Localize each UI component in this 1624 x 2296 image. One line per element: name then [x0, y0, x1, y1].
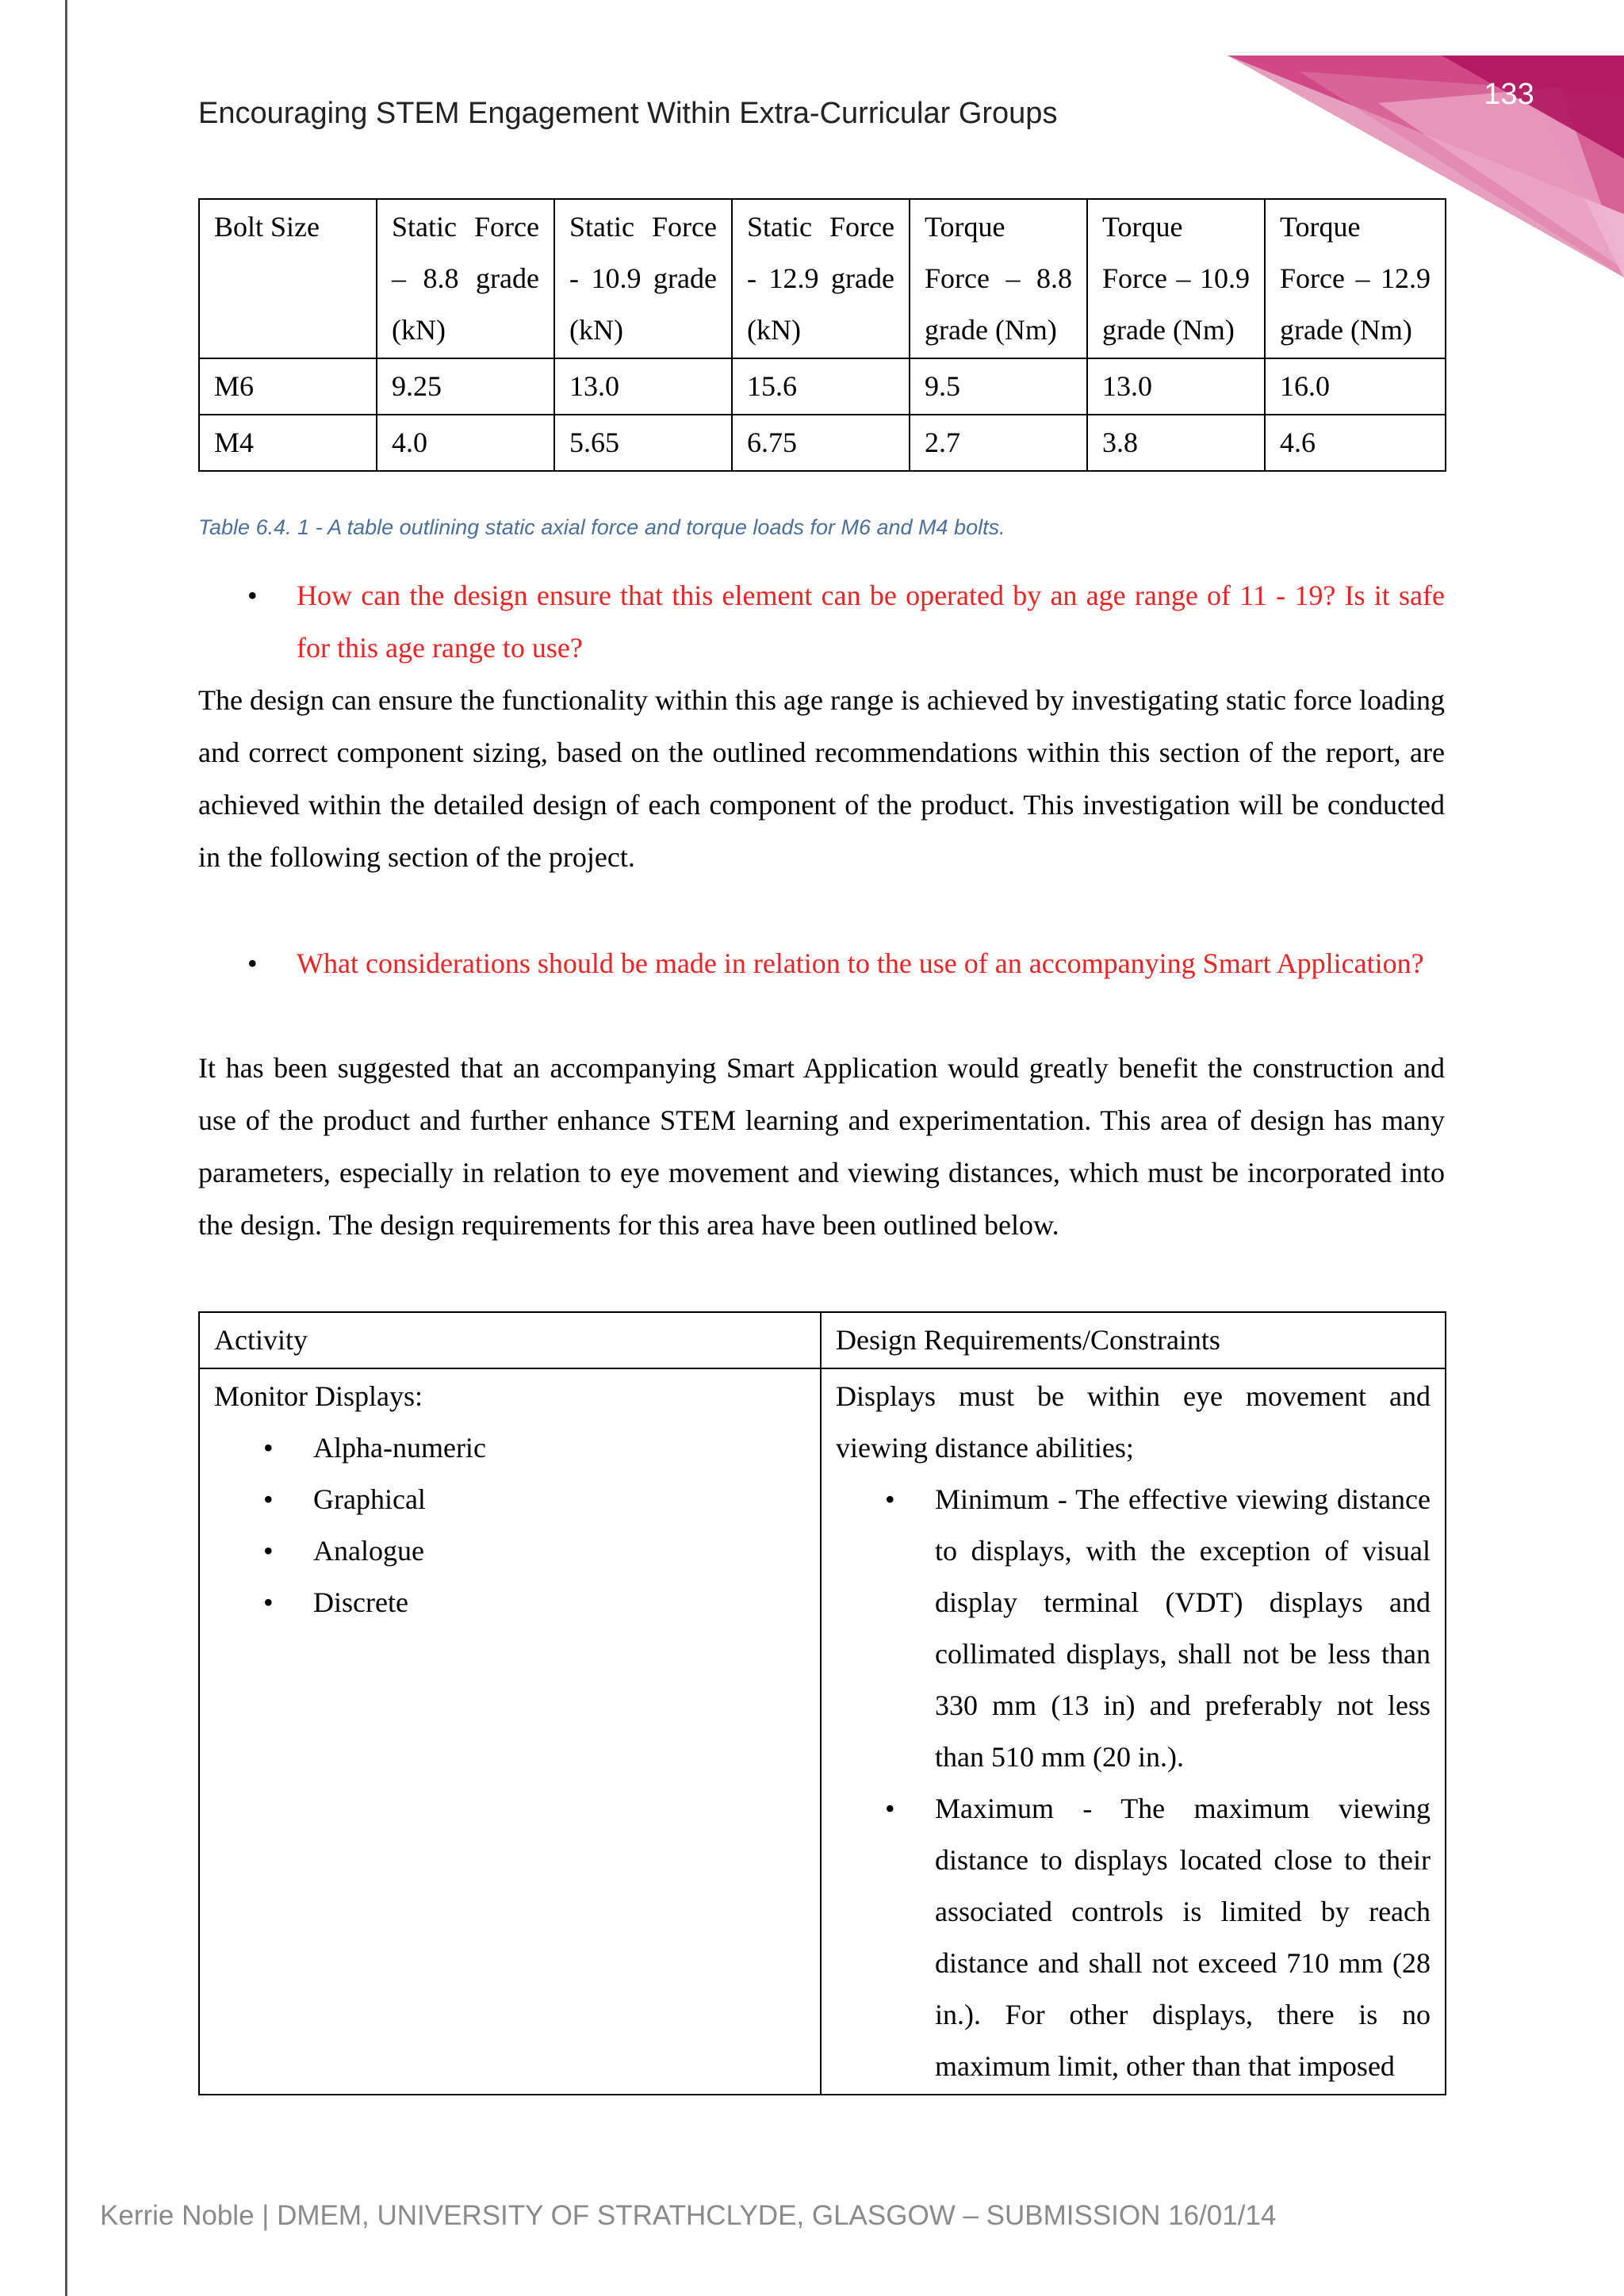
- running-title: Encouraging STEM Engagement Within Extra-Curricular Groups: [198, 97, 1058, 130]
- page-margin-line: [65, 0, 67, 2296]
- list-item: • Analogue: [214, 1525, 806, 1577]
- bullet-icon: •: [885, 1483, 895, 1515]
- activity-title: Monitor Displays:: [214, 1380, 423, 1412]
- question-text: What considerations should be made in relation to the use of an accompanying Smart Application?: [297, 947, 1424, 979]
- table-header-row: [199, 199, 1446, 358]
- table-cell: 4.0: [377, 415, 554, 471]
- paragraph-smart-application: It has been suggested that an accompanying Smart Application would greatly benefit the construction and use of the product and further enhance STEM learning and experimentation. This area of design has many parameters, especially in relation to eye movement and viewing distances, which must be incorporated into the design. The design requirements for this area have been outlined below.: [198, 1052, 1445, 1241]
- table-row: [199, 415, 1446, 471]
- header-cell: Torque Force – 12.9 grade (Nm): [1265, 199, 1446, 358]
- list-item: • Graphical: [214, 1474, 806, 1525]
- requirements-cell: [821, 1368, 1446, 2095]
- header-cell: Static Force - 12.9 grade (kN): [732, 199, 910, 358]
- question-age-range: [247, 569, 1445, 674]
- bullet-icon: •: [885, 1793, 895, 1824]
- table-cell: 4.6: [1265, 415, 1446, 471]
- list-item: • Discrete: [214, 1577, 806, 1628]
- design-requirements-table: [198, 1311, 1446, 2095]
- bullet-icon: •: [263, 1432, 274, 1464]
- table-row: [199, 1368, 1446, 2095]
- question-text: How can the design ensure that this element can be operated by an age range of 11 - 19? Is it safe for this age range to use?: [297, 580, 1445, 664]
- table-cell: 9.5: [910, 358, 1087, 415]
- table-cell: 15.6: [732, 358, 910, 415]
- page-footer: Kerrie Noble | DMEM, UNIVERSITY OF STRATHCLYDE, GLASGOW – SUBMISSION 16/01/14: [100, 2200, 1277, 2231]
- paragraph-functionality: The design can ensure the functionality within this age range is achieved by investigating static force loading and correct component sizing, based on the outlined recommendations within this section of the report, are achieved within the detailed design of each component of the product. This investigation will be conducted in the following section of the project.: [198, 684, 1445, 873]
- activity-cell: [199, 1368, 821, 2095]
- header-cell: Torque Force – 10.9 grade (Nm): [1087, 199, 1265, 358]
- requirement-intro: Displays must be within eye movement and viewing distance abilities;: [836, 1380, 1431, 1464]
- header-cell: Static Force - 10.9 grade (kN): [554, 199, 732, 358]
- table-caption: Table 6.4. 1 - A table outlining static axial force and torque loads for M6 and M4 bolts.: [198, 515, 1005, 539]
- table-cell: 5.65: [554, 415, 732, 471]
- list-item: • Alpha-numeric: [214, 1422, 806, 1474]
- bullet-icon: •: [263, 1535, 274, 1567]
- bolt-load-table: [198, 198, 1446, 472]
- header-cell: Bolt Size: [199, 199, 377, 358]
- list-item: • Maximum - The maximum viewing distance to displays located close to their associated controls is limited by reach distance and shall not exceed 710 mm (28 in.). For other displays, there is no maximum limit, other than that imposed: [836, 1783, 1431, 2092]
- table-cell: 3.8: [1087, 415, 1265, 471]
- page-number: 133: [1484, 78, 1534, 111]
- bullet-icon: •: [263, 1483, 274, 1515]
- header-cell: Static Force – 8.8 grade (kN): [377, 199, 554, 358]
- table-cell: 9.25: [377, 358, 554, 415]
- table-cell: M6: [199, 358, 377, 415]
- table-cell: 2.7: [910, 415, 1087, 471]
- table-cell: M4: [199, 415, 377, 471]
- header-cell: Torque Force – 8.8 grade (Nm): [910, 199, 1087, 358]
- question-smart-application: [247, 937, 1445, 989]
- header-cell: Design Requirements/Constraints: [821, 1312, 1446, 1368]
- table-cell: 6.75: [732, 415, 910, 471]
- bullet-icon: •: [263, 1586, 274, 1618]
- table-cell: 13.0: [1087, 358, 1265, 415]
- header-cell: Activity: [199, 1312, 821, 1368]
- activity-list: [214, 1422, 806, 1628]
- requirement-list: [836, 1474, 1431, 2092]
- table-header-row: [199, 1312, 1446, 1368]
- table-cell: 16.0: [1265, 358, 1446, 415]
- list-item: • Minimum - The effective viewing distance to displays, with the exception of visual display terminal (VDT) displays and collimated displays, shall not be less than 330 mm (13 in) and preferably not less than 510 mm (20 in.).: [836, 1474, 1431, 1783]
- table-cell: 13.0: [554, 358, 732, 415]
- bullet-icon: •: [247, 580, 258, 611]
- bullet-icon: •: [247, 947, 258, 979]
- table-row: [199, 358, 1446, 415]
